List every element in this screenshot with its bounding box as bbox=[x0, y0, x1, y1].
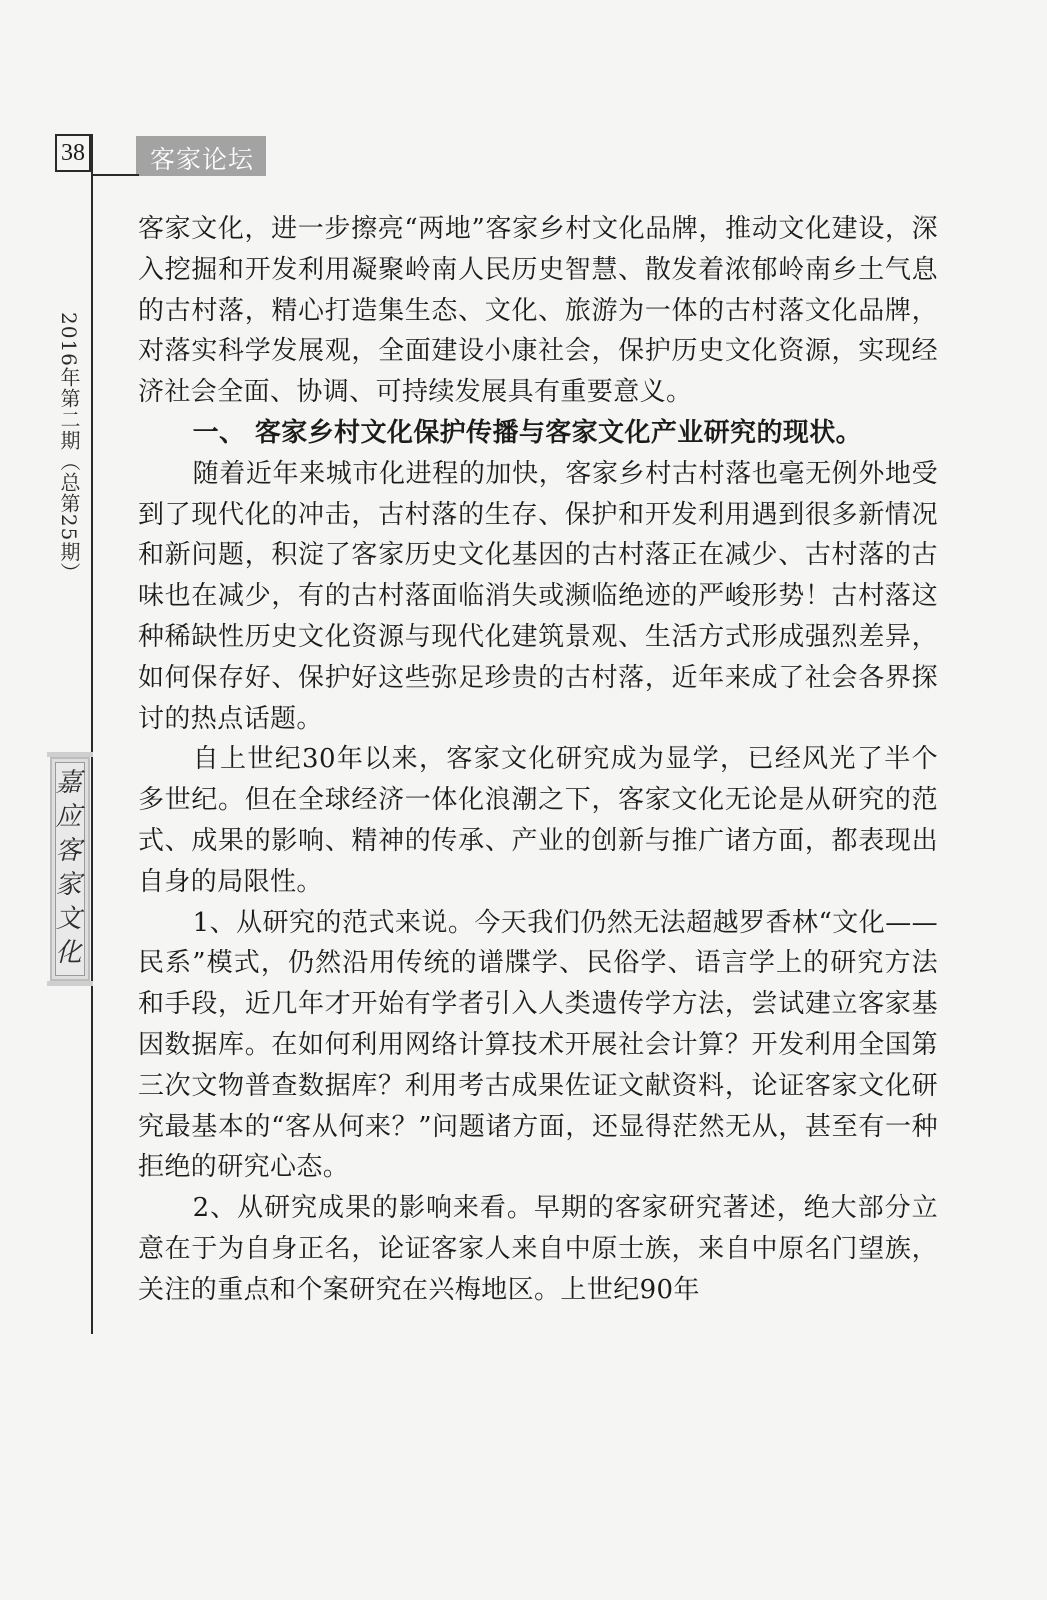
paragraph: 1、从研究的范式来说。今天我们仍然无法超越罗香林“文化——民系”模式，仍然沿用传统的谱牒学、民俗学、语言学上的研究方法和手段，近几年才开始有学者引入人类遗传学方法，尝试建立客家基因数据库。在如何利用网络计算技术开展社会计算？开发利用全国第三次文物普查数据库？利用考古成果佐证文献资料，论证客家文化研究最基本的“客从何来？”问题诸方面，还显得茫然无从，甚至有一种拒绝的研究心态。 bbox=[138, 907, 938, 1183]
article-body bbox=[138, 209, 938, 1311]
paragraph: 自上世纪30年以来，客家文化研究成为显学，已经风光了半个多世纪。但在全球经济一体化浪潮之下，客家文化无论是从研究的范式、成果的影响、精神的传承、产业的创新与推广诸方面，都表现出自身的局限性。 bbox=[138, 744, 938, 897]
paragraph: 客家文化，进一步擦亮“两地”客家乡村文化品牌，推动文化建设，深入挖掘和开发利用凝聚岭南人民历史智慧、散发着浓郁岭南乡土气息的古村落，精心打造集生态、文化、旅游为一体的古村落文化品牌，对落实科学发展观，全面建设小康社会，保护历史文化资源，实现经济社会全面、协调、可持续发展具有重要意义。 bbox=[138, 214, 938, 408]
paragraph: 2、从研究成果的影响来看。早期的客家研究著述，绝大部分立意在于为自身正名，论证客家人来自中原士族，来自中原名门望族，关注的重点和个案研究在兴梅地区。上世纪90年 bbox=[138, 1193, 938, 1305]
issue-info: 2016年第二期（总第25期） bbox=[57, 312, 81, 584]
section-heading: 一、 客家乡村文化保护传播与客家文化产业研究的现状。 bbox=[192, 417, 863, 448]
header-rule bbox=[91, 174, 139, 176]
scroll-bottom-roller bbox=[47, 981, 93, 986]
page-number: 38 bbox=[55, 134, 91, 172]
paragraph: 随着近年来城市化进程的加快，客家乡村古村落也毫无例外地受到了现代化的冲击，古村落的生存、保护和开发利用遇到很多新情况和新问题，积淀了客家历史文化基因的古村落正在减少、古村落的古味也在减少，有的古村落面临消失或濒临绝迹的严峻形势！古村落这种稀缺性历史文化资源与现代化建筑景观、生活方式形成强烈差异，如何保存好、保护好这些弥足珍贵的古村落，近年来成了社会各界探讨的热点话题。 bbox=[138, 458, 938, 734]
journal-logo-text: 嘉应客家文化 bbox=[51, 768, 81, 972]
journal-scroll-logo bbox=[47, 752, 93, 986]
section-title: 客家论坛 bbox=[150, 145, 255, 174]
margin-vertical-rule bbox=[91, 134, 93, 1334]
